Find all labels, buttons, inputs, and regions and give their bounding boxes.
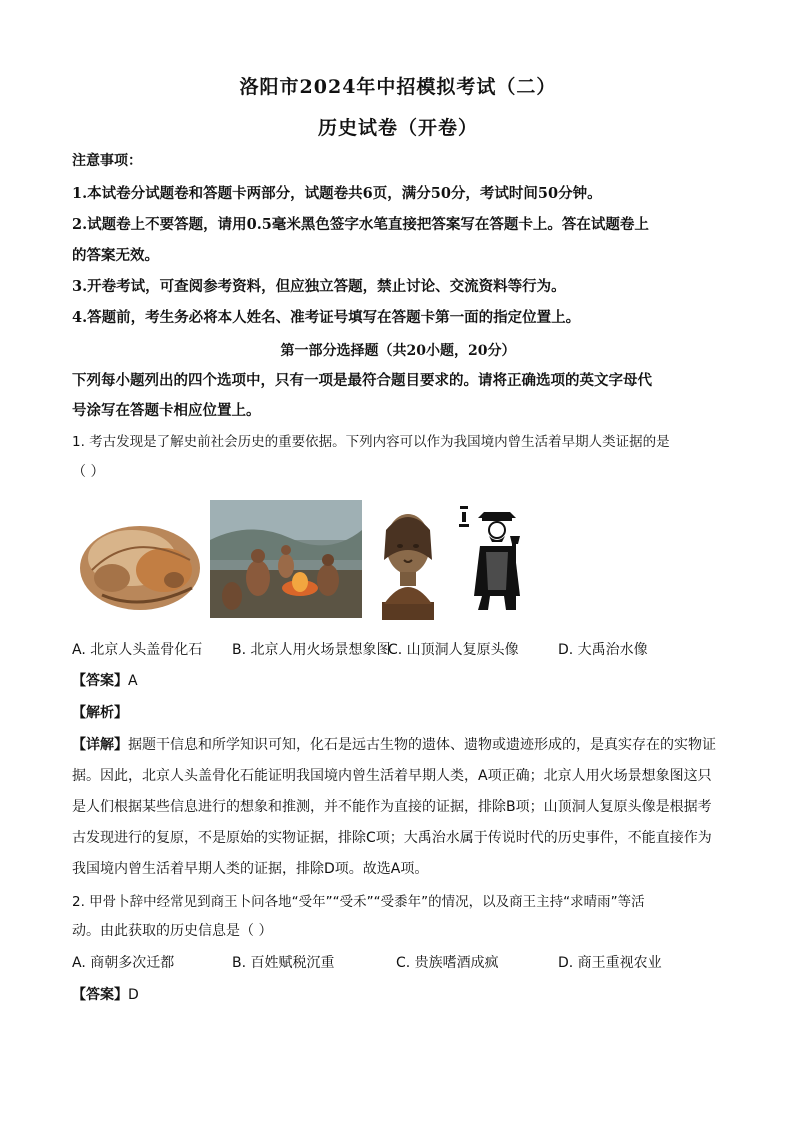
question-1-stem: 1. 考古发现是了解史前社会历史的重要依据。下列内容可以作为我国境内曾生活着早期人类证据的是 (72, 434, 670, 450)
note-item: 4.答题前，考生务必将本人姓名、准考证号填写在答题卡第一面的指定位置上。 (72, 309, 581, 326)
note-item: 3.开卷考试，可查阅参考资料，但应独立答题，禁止讨论、交流资料等行为。 (72, 278, 566, 295)
exam-title: 洛阳市2024年中招模拟考试（二） (239, 76, 557, 98)
answer-tag: 【答案】 (72, 673, 128, 689)
note-item: 的答案无效。 (72, 247, 159, 264)
question-1-answer (72, 670, 138, 690)
answer-tag: 【答案】 (72, 987, 128, 1003)
section-title: 第一部分选择题（共20小题，20分） (280, 343, 516, 359)
detail-tag: 【详解】 (72, 737, 128, 753)
analysis-tag: 【解析】 (72, 705, 128, 721)
question-2-option-a: A. 商朝多次迁都 (72, 955, 175, 971)
question-2-stem: 动。由此获取的历史信息是（ ） (72, 923, 273, 939)
question-2-option-c: C. 贵族嗜酒成疯 (396, 955, 499, 971)
question-1-option-d: D. 大禹治水像 (558, 642, 648, 658)
question-1-option-c: C. 山顶洞人复原头像 (388, 642, 519, 658)
detail-line (72, 734, 716, 754)
question-2-option-d: D. 商王重视农业 (558, 955, 662, 971)
answer-value: D (128, 987, 139, 1003)
section-instruction: 号涂写在答题卡相应位置上。 (72, 402, 261, 419)
detail-line: 据。因此，北京人头盖骨化石能证明我国境内曾生活着早期人类，A项正确；北京人用火场景想象图这只 (72, 768, 712, 784)
section-instruction: 下列每小题列出的四个选项中，只有一项是最符合题目要求的。请将正确选项的英文字母代 (72, 372, 652, 389)
question-2-option-b: B. 百姓赋税沉重 (232, 955, 335, 971)
question-2-stem: 2. 甲骨卜辞中经常见到商王卜问各地“受年”“受禾”“受黍年”的情况，以及商王主持“求晴雨”等活 (72, 894, 645, 910)
yu-the-great-image (456, 500, 538, 622)
notes-heading: 注意事项： (72, 153, 142, 169)
answer-value: A (128, 673, 138, 689)
question-1-option-a: A. 北京人头盖骨化石 (72, 642, 203, 658)
detail-line: 我国境内曾生活着早期人类的证据，排除D项。故选A项。 (72, 861, 429, 877)
note-item: 1.本试卷分试题卷和答题卡两部分，试题卷共6页，满分50分，考试时间50分钟。 (72, 185, 602, 202)
fire-scene-image (210, 500, 362, 618)
detail-line: 古发现进行的复原，不是原始的实物证据，排除C项；大禹治水属于传说时代的历史事件，不能直接作为 (72, 830, 712, 846)
detail-text: 据题干信息和所学知识可知，化石是远古生物的遗体、遗物或遗迹形成的，是真实存在的实物证 (128, 737, 716, 753)
detail-line: 是人们根据某些信息进行的想象和推测，并不能作为直接的证据，排除B项；山顶洞人复原头像是根据考 (72, 799, 712, 815)
question-1-option-b: B. 北京人用火场景想象图 (232, 642, 391, 658)
exam-subtitle: 历史试卷（开卷） (317, 117, 478, 139)
upper-cave-man-bust-image (370, 500, 446, 622)
skull-fossil-image (72, 500, 202, 624)
question-1-stem: （ ） (72, 464, 105, 480)
note-item: 2.试题卷上不要答题，请用0.5毫米黑色签字水笔直接把答案写在答题卡上。答在试题卷上 (72, 216, 649, 233)
question-2-answer (72, 984, 139, 1004)
